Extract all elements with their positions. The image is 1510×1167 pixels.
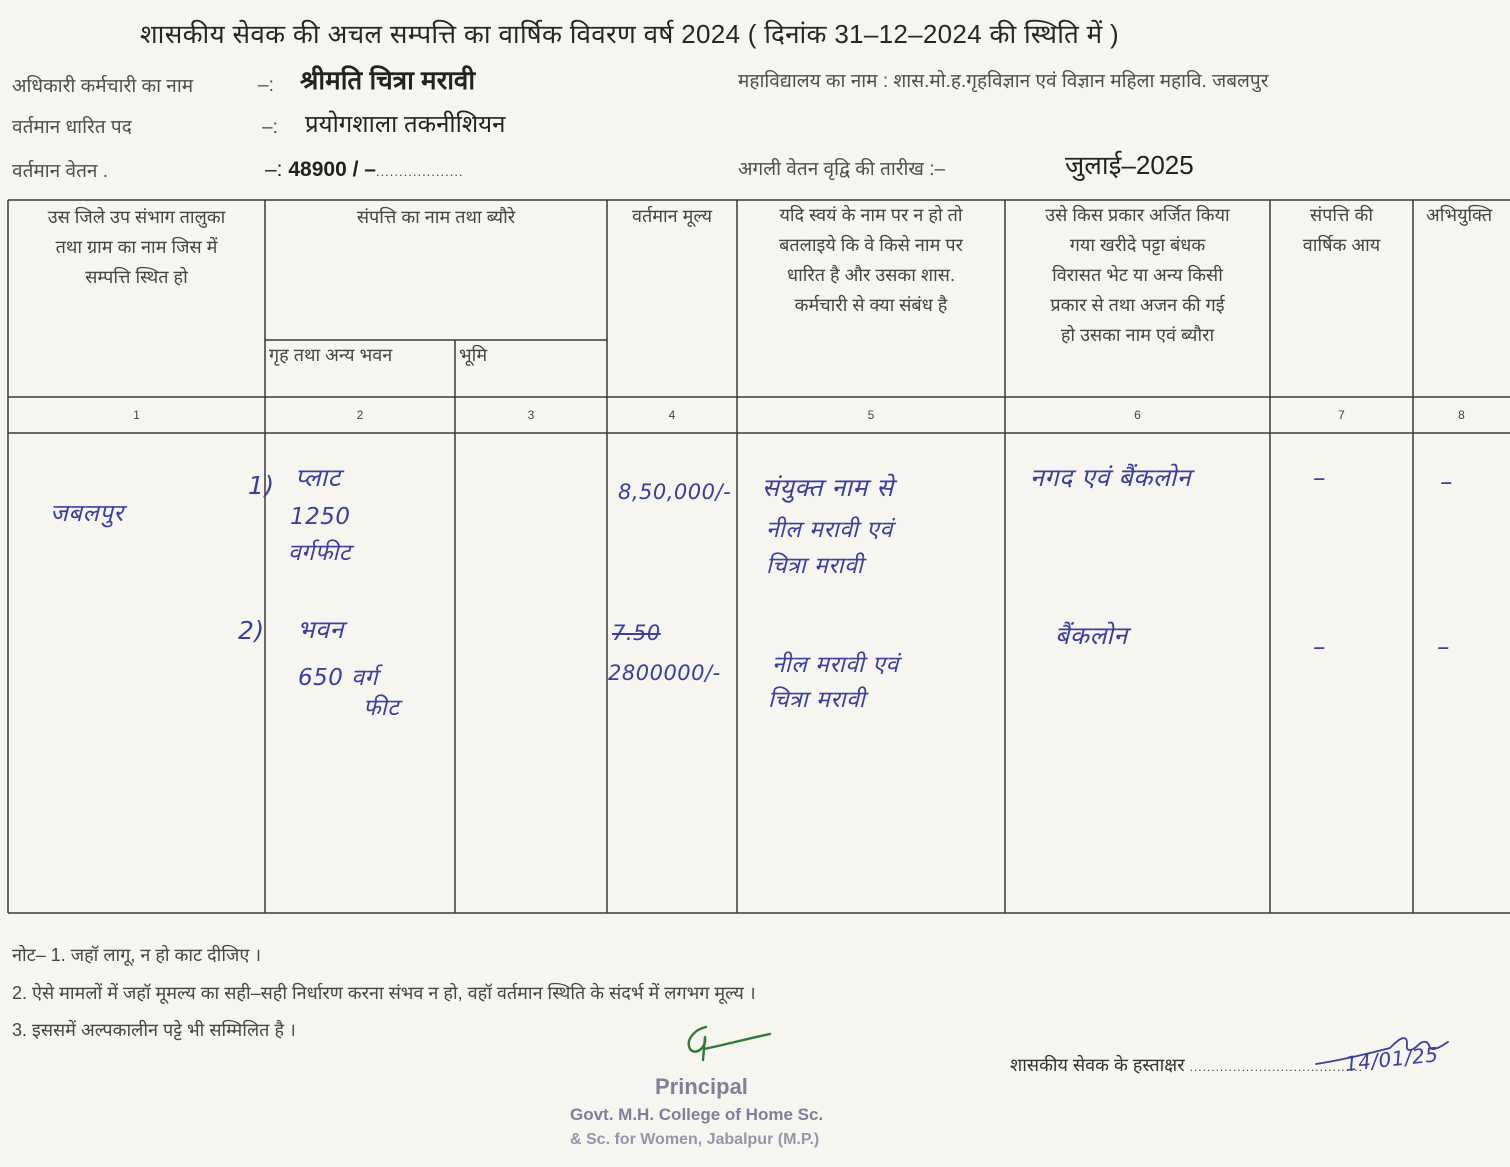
entry-property-line: प्लाट: [295, 463, 341, 492]
header-col8: [1426, 200, 1510, 230]
salary-dots: ...................: [375, 164, 464, 179]
stamp-line-2: & Sc. for Women, Jabalpur (M.P.): [570, 1131, 820, 1148]
entry-annual-income: –: [1313, 463, 1326, 492]
signature-date: 14/01/25: [1343, 1042, 1440, 1076]
entry-property-line: फीट: [363, 695, 400, 721]
entry-value: 2800000/-: [608, 661, 721, 685]
column-number: 2: [356, 408, 364, 422]
entry-remarks: –: [1437, 632, 1450, 661]
header-col2-line: संपत्ति का नाम तथा ब्यौरे: [356, 207, 516, 227]
header-col7-line: संपत्ति की: [1310, 205, 1373, 225]
form-title: शासकीय सेवक की अचल सम्पत्ति का वार्षिक विवरण वर्ष 2024 ( दिनांक 31–12–2024 की स्थिति में ): [140, 19, 1119, 49]
header-col6-line: प्रकार से तथा अजन की गई: [1050, 295, 1225, 315]
header-col6-line: हो उसका नाम एवं ब्यौरा: [1060, 325, 1215, 345]
name-label: अधिकारी कर्मचारी का नाम: [12, 76, 194, 97]
header-col4-line: वर्तमान मूल्य: [631, 206, 713, 226]
stamp-title: Principal: [655, 1074, 748, 1099]
stamp-line-1: Govt. M.H. College of Home Sc.: [570, 1105, 824, 1124]
column-number: 4: [668, 408, 676, 422]
entry-holder-line: चित्रा मरावी: [766, 553, 864, 579]
entry-holder-line: नील मरावी एवं: [772, 652, 899, 678]
header-col6-line: उसे किस प्रकार अर्जित किया: [1045, 205, 1230, 225]
entry-property-line: 1250: [290, 504, 351, 530]
entry-holder-line: चित्रा मरावी: [768, 687, 866, 713]
college-label: महाविद्यालय का नाम :: [738, 71, 889, 92]
header-col4: [607, 201, 737, 231]
header-col6-line: गया खरीदे पट्टा बंधक: [1069, 235, 1206, 255]
entry-acquisition: बैंकलोन: [1055, 621, 1128, 650]
header-col7: [1270, 200, 1413, 260]
entry-value: 8,50,000/-: [618, 480, 732, 504]
entry-remarks: –: [1440, 467, 1453, 496]
header-col8-line: अभियुक्ति: [1426, 205, 1493, 225]
header-col1-line: तथा ग्राम का नाम जिस में: [55, 237, 218, 257]
note-3: 3. इससमें अल्पकालीन पट्टे भी सम्मिलित है ।: [12, 1020, 296, 1040]
column-number: 1: [133, 408, 140, 422]
signature-label: शासकीय सेवक के हस्ताक्षर: [1010, 1055, 1185, 1075]
entry-serial: 1): [248, 471, 275, 500]
header-col6-line: विरासत भेट या अन्य किसी: [1052, 265, 1223, 285]
note-1: नोट– 1. जहॉ लागू, न हो काट दीजिए ।: [12, 945, 262, 965]
column-number: 3: [527, 408, 535, 422]
entry-serial: 2): [238, 616, 265, 645]
note-2: 2. ऐसे मामलों में जहॉ मूमल्य का सही–सही निर्धारण करना संभव न हो, वहॉ वर्तमान स्थिति के संदर्भ में लगभग मूल्य ।: [12, 983, 756, 1003]
entry-annual-income: –: [1313, 632, 1326, 661]
header-col5: [737, 200, 1005, 320]
entry-property-line: वर्गफीट: [288, 540, 352, 566]
header-col3-land: भूमि: [459, 345, 488, 365]
college-name: शास.मो.ह.गृहविज्ञान एवं विज्ञान महिला महावि. जबलपुर: [893, 71, 1269, 92]
header-col5-line: धारित है और उसका शास.: [787, 265, 955, 285]
header-col1-line: उस जिले उप संभाग तालुका: [47, 207, 226, 227]
salary-value: 48900 / –: [288, 158, 376, 181]
salary-label: वर्तमान वेतन .: [12, 161, 108, 182]
column-number: 8: [1458, 408, 1465, 422]
entry-property-line: भवन: [297, 615, 344, 644]
entry-property-line: 650 वर्ग: [298, 665, 378, 691]
signature-dots: ........................................: [1189, 1060, 1363, 1074]
salary-separator: –:: [265, 158, 283, 181]
employee-name: श्रीमति चित्रा मरावी: [300, 65, 476, 95]
post-label: वर्तमान धारित पद: [12, 117, 132, 138]
entry-location: जबलपुर: [50, 499, 124, 527]
header-col6: [1005, 200, 1270, 350]
entry-holder-line: नील मरावी एवं: [766, 517, 893, 543]
header-col5-line: बतलाइये कि वे किसे नाम पर: [779, 235, 963, 255]
post-separator: –:: [262, 117, 278, 138]
column-number: 6: [1134, 408, 1141, 422]
header-col1-line: सम्पत्ति स्थित हो: [85, 267, 188, 287]
entry-value-struck: 7.50: [612, 621, 661, 645]
name-separator: –:: [258, 75, 274, 96]
post-value: प्रयोगशाला तकनीशियन: [305, 111, 506, 138]
increment-label: अगली वेतन वृद्वि की तारीख :–: [738, 159, 946, 180]
increment-date: जुलाई–2025: [1065, 150, 1194, 180]
column-number: 7: [1338, 408, 1345, 422]
header-col2-building: गृह तथा अन्य भवन: [269, 345, 393, 365]
header-col2: [265, 202, 607, 232]
column-number: 5: [867, 408, 875, 422]
header-col7-line: वार्षिक आय: [1302, 235, 1381, 255]
header-col5-line: यदि स्वयं के नाम पर न हो तो: [779, 205, 963, 225]
entry-holder-line: संयुक्त नाम से: [762, 473, 894, 502]
signature-row: [1010, 1053, 1363, 1079]
header-col1: [8, 202, 265, 292]
header-col5-line: कर्मचारी से क्या संबंध है: [794, 295, 948, 315]
entry-acquisition: नगद एवं बैंकलोन: [1030, 463, 1192, 492]
principal-signature: [676, 1018, 776, 1064]
